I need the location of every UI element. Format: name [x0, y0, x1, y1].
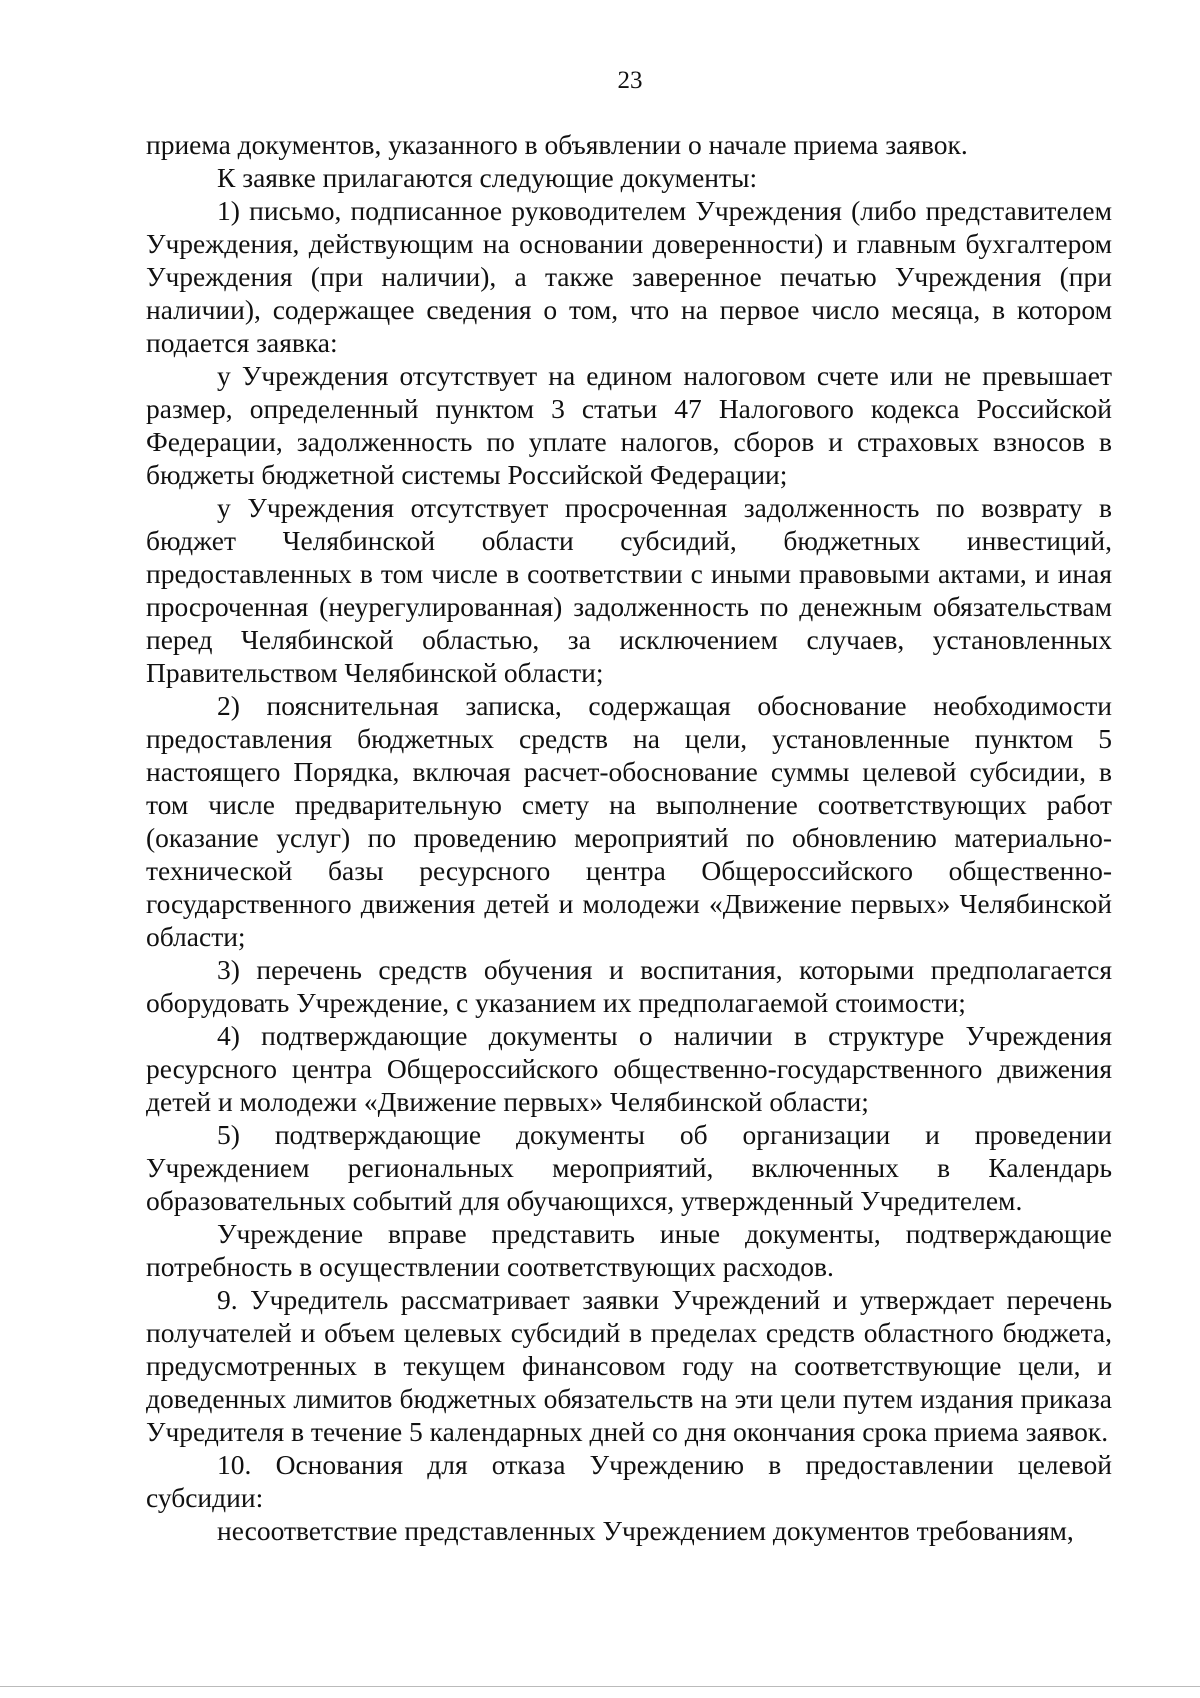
paragraph: 2) пояснительная записка, содержащая обоснование необходимости предоставления бюджетных средств на цели, установленные пунктом 5 настоящего Порядка, включая расчет-обоснование суммы целевой субсидии, в том числе предварительную смету на выполнение соответствующих работ (оказание услуг) по проведению мероприятий по обновлению материально-технической базы ресурсного центра Общероссийского общественно-государственного движения детей и молодежи «Движение первых» Челябинской области;: [146, 690, 1112, 952]
paragraph: у Учреждения отсутствует на едином налоговом счете или не превышает размер, определенный пунктом 3 статьи 47 Налогового кодекса Российской Федерации, задолженность по уплате налогов, сборов и страховых взносов в бюджеты бюджетной системы Российской Федерации;: [146, 360, 1112, 490]
paragraph: 9. Учредитель рассматривает заявки Учреждений и утверждает перечень получателей и объем целевых субсидий в пределах средств областного бюджета, предусмотренных в текущем финансовом году на соответствующие цели, и доведенных лимитов бюджетных обязательств на эти цели путем издания приказа Учредителя в течение 5 календарных дней со дня окончания срока приема заявок.: [146, 1284, 1112, 1447]
paragraph: К заявке прилагаются следующие документы:: [217, 162, 758, 193]
paragraph: 4) подтверждающие документы о наличии в структуре Учреждения ресурсного центра Общероссийского общественно-государственного движения детей и молодежи «Движение первых» Челябинской области;: [146, 1020, 1112, 1117]
paragraph: 10. Основания для отказа Учреждению в предоставлении целевой субсидии:: [146, 1449, 1112, 1513]
paragraph: у Учреждения отсутствует просроченная задолженность по возврату в бюджет Челябинской области субсидий, бюджетных инвестиций, предоставленных в том числе в соответствии с иными правовыми актами, и иная просроченная (неурегулированная) задолженность по денежным обязательствам перед Челябинской областью, за исключением случаев, установленных Правительством Челябинской области;: [146, 492, 1112, 688]
paragraph: 3) перечень средств обучения и воспитания, которыми предполагается оборудовать Учреждение, с указанием их предполагаемой стоимости;: [146, 954, 1112, 1018]
paragraph: 1) письмо, подписанное руководителем Учреждения (либо представителем Учреждения, действующим на основании доверенности) и главным бухгалтером Учреждения (при наличии), а также заверенное печатью Учреждения (при наличии), содержащее сведения о том, что на первое число месяца, в котором подается заявка:: [146, 195, 1112, 358]
scan-edge-line: [0, 1686, 1200, 1687]
page-number: 23: [617, 67, 643, 94]
paragraph: 5) подтверждающие документы об организации и проведении Учреждением региональных мероприятий, включенных в Календарь образовательных событий для обучающихся, утвержденный Учредителем.: [146, 1119, 1112, 1216]
paragraph: Учреждение вправе представить иные документы, подтверждающие потребность в осуществлении соответствующих расходов.: [146, 1218, 1112, 1282]
paragraph: приема документов, указанного в объявлении о начале приема заявок.: [146, 129, 968, 160]
document-body: [146, 128, 1112, 1547]
paragraph: несоответствие представленных Учреждением документов требованиям,: [217, 1515, 1074, 1546]
